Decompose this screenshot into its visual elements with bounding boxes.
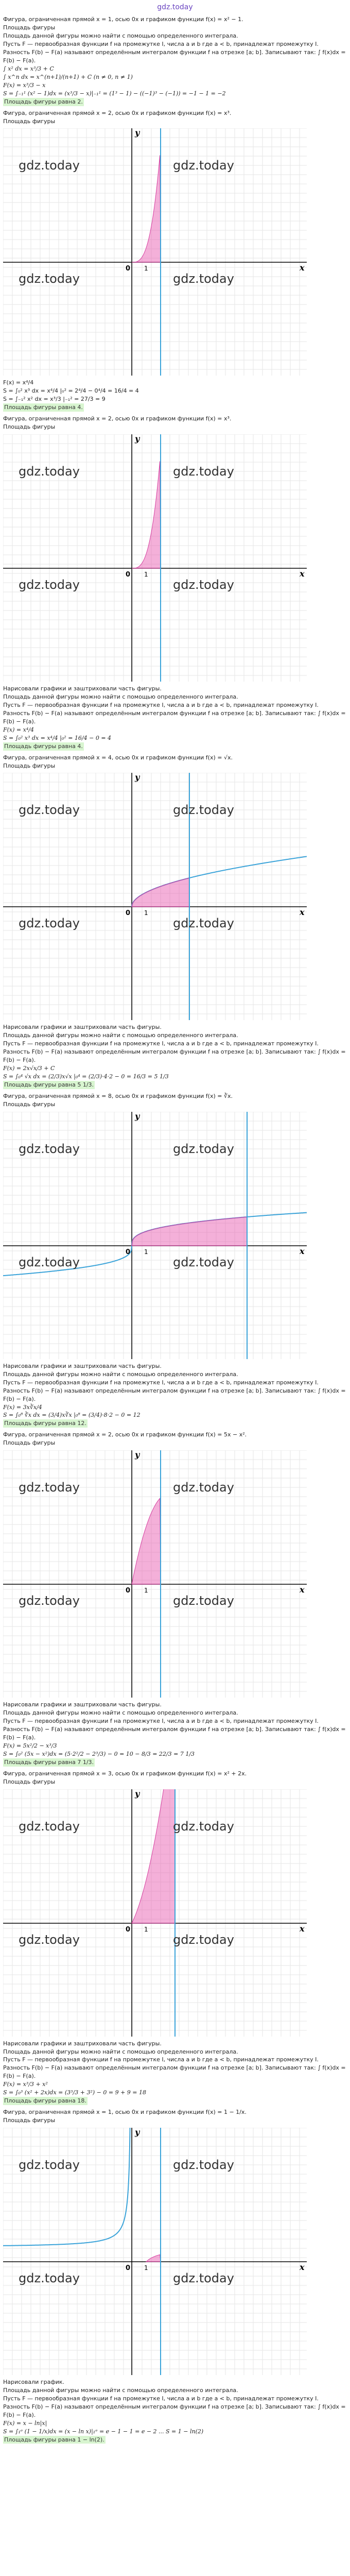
solution-line: ∫ x² dx = x³/3 + C: [3, 65, 54, 72]
watermark: gdz.today: [173, 1141, 234, 1156]
watermark: gdz.today: [19, 1480, 80, 1495]
origin-label: 0: [126, 265, 131, 273]
watermark: gdz.today: [19, 1141, 80, 1156]
shaded-area: [132, 1217, 247, 1246]
x-axis-label: x: [300, 2262, 305, 2272]
solution-section: [0, 15, 350, 109]
watermark: gdz.today: [19, 803, 80, 818]
watermark: gdz.today: [19, 916, 80, 931]
answer-highlight: Площадь фигуры равна 12.: [4, 1420, 86, 1427]
solution-line: Пусть F — первообразная функции f на промежутке I, числа a и b где a < b, принадлежат промежутку I. Разность F(b) − F(a) называют определённым интегралом функции f на отрезке [a; b]. Записывают так: ∫ f(x)dx = F(b) − F(a).: [3, 2056, 346, 2080]
origin-label: 0: [126, 2264, 131, 2272]
solution-line: S = ∫₁ᵉ (1 − 1/x)dx = (x − ln x)|₁ᵉ = e − 1 − 1 = e − 2 ... S = 1 − ln(2): [3, 2428, 204, 2435]
answer-highlight: Площадь фигуры равна 2.: [4, 98, 83, 105]
graph-figure: [3, 128, 307, 376]
graph-svg: [3, 128, 307, 376]
solution-line: Площадь данной фигуры можно найти с помощью определенного интеграла.: [3, 1370, 238, 1378]
solution-section: [0, 1092, 350, 1431]
solution-line: Нарисовали график.: [3, 2378, 65, 2385]
watermark: gdz.today: [19, 1932, 80, 1947]
watermark: gdz.today: [173, 1819, 234, 1834]
solution-section: [0, 1431, 350, 1769]
area-label: Площадь фигуры: [3, 1439, 56, 1447]
task-text: Фигура, ограниченная прямой x = 1, осью 0x и графиком функции f(x) = x² − 1.: [3, 16, 243, 23]
x-axis-label: x: [300, 1585, 305, 1595]
answer-highlight: Площадь фигуры равна 7 1/3.: [4, 1758, 94, 1766]
watermark: gdz.today: [19, 464, 80, 479]
y-axis-label: y: [135, 1111, 140, 1121]
graph-figure: [3, 1789, 307, 2037]
solution-line: S = ∫₀⁴ √x dx = (2/3)x√x |₀⁴ = (2/3)·4·2 − 0 = 16/3 = 5 1/3: [3, 1073, 169, 1080]
graph-figure: [3, 1112, 307, 1359]
y-axis-label: y: [135, 128, 140, 138]
answer-line: [3, 403, 347, 412]
y-axis-label: y: [135, 434, 140, 444]
tick-label: 1: [144, 1248, 148, 1256]
task-text: Фигура, ограниченная прямой x = 8, осью 0x и графиком функции f(x) = ∛x.: [3, 1092, 233, 1099]
solution-line: S = ∫₋₁¹ (x² − 1)dx = (x³/3 − x)|₋₁¹ = (1³ − 1) − ((−1)³ − (−1)) = −1 − 1 = −2: [3, 90, 226, 97]
watermark: gdz.today: [173, 1480, 234, 1495]
graph-svg: [3, 2128, 307, 2375]
site-link[interactable]: gdz.today: [157, 3, 193, 11]
answer-line: [3, 2097, 347, 2105]
answer-highlight: Площадь фигуры равна 1 − ln(2).: [4, 2436, 104, 2443]
graph-svg: [3, 434, 307, 682]
solution-line: Пусть F — первообразная функции f на промежутке I, числа a и b где a < b, принадлежат промежутку I. Разность F(b) − F(a) называют определённым интегралом функции f на отрезке [a; b]. Записывают так: ∫ f(x)dx = F(b) − F(a).: [3, 1718, 346, 1741]
solution-section: [0, 754, 350, 1092]
watermark: gdz.today: [173, 2157, 234, 2172]
area-label: Площадь фигуры: [3, 1100, 56, 1108]
area-label: Площадь фигуры: [3, 1778, 56, 1785]
solution-line: F(x) = x³/3 + x²: [3, 2081, 48, 2088]
answer-line: [3, 98, 347, 106]
y-axis-label: y: [135, 1450, 140, 1460]
solution-line: F(x) = 2x√x/3 + C: [3, 1065, 55, 1072]
area-label: Площадь фигуры: [3, 423, 56, 431]
tick-label: 1: [144, 571, 148, 579]
solution-line: F(x) = x³/3 − x: [3, 81, 46, 89]
solution-line: Площадь данной фигуры можно найти с помощью определенного интеграла.: [3, 32, 238, 40]
solution-line: S = ∫₀² (5x − x²)dx = (5·2²/2 − 2³/3) − 0 = 10 − 8/3 = 22/3 = 7 1/3: [3, 1750, 195, 1757]
solution-line: Нарисовали графики и заштриховали часть фигуры.: [3, 1701, 162, 1708]
solution-line: Площадь данной фигуры можно найти с помощью определенного интеграла.: [3, 693, 238, 701]
origin-label: 0: [126, 1925, 131, 1934]
solution-line: Площадь данной фигуры можно найти с помощью определенного интеграла.: [3, 2048, 238, 2055]
shaded-area: [146, 2255, 161, 2262]
answer-line: [3, 1419, 347, 1428]
area-label: Площадь фигуры: [3, 24, 56, 31]
watermark: gdz.today: [173, 916, 234, 931]
solution-line: S = ∫₀² x³ dx = x⁴/4 |₀² = 16/4 − 0 = 4: [3, 734, 112, 741]
x-axis-label: x: [300, 569, 305, 579]
origin-label: 0: [126, 571, 131, 579]
tick-label: 1: [144, 909, 148, 917]
solution-line: F(x) = x⁴/4: [3, 379, 34, 386]
solution-line: Пусть F — первообразная функции f на промежутке I, числа a и b где a < b, принадлежат промежутку I. Разность F(b) − F(a) называют определённым интегралом функции f на отрезке [a; b]. Записывают так: ∫ f(x)dx = F(b) − F(a).: [3, 2395, 346, 2418]
graph-figure: [3, 434, 307, 682]
solution-line: ∫ x^n dx = x^(n+1)/(n+1) + C (n ≠ 0, n ≠ 1): [3, 73, 133, 80]
answer-line: [3, 1758, 347, 1767]
watermark: gdz.today: [173, 272, 234, 286]
watermark: gdz.today: [19, 1255, 80, 1269]
tick-label: 1: [144, 265, 148, 273]
answer-highlight: Площадь фигуры равна 18.: [4, 2097, 86, 2105]
area-label: Площадь фигуры: [3, 117, 56, 125]
solution-line: F(x) = 5x²/2 − x³/3: [3, 1742, 57, 1749]
solution-line: S = ∫₀³ (x² + 2x)dx = (3³/3 + 3²) − 0 = 9 + 9 = 18: [3, 2089, 147, 2096]
solution-line: Пусть F — первообразная функции f на промежутке I, числа a и b где a < b, принадлежат промежутку I. Разность F(b) − F(a) называют определённым интегралом функции f на отрезке [a; b]. Записывают так: ∫ f(x)dx = F(b) − F(a).: [3, 41, 346, 64]
solution-line: Пусть F — первообразная функции f на промежутке I, числа a и b где a < b, принадлежат промежутку I. Разность F(b) − F(a) называют определённым интегралом функции f на отрезке [a; b]. Записывают так: ∫ f(x)dx = F(b) − F(a).: [3, 1040, 346, 1064]
solution-line: F(x) = x − ln|x|: [3, 2419, 47, 2427]
answer-highlight: Площадь фигуры равна 4.: [4, 404, 83, 411]
solution-line: Площадь данной фигуры можно найти с помощью определенного интеграла.: [3, 2386, 238, 2394]
solution-line: S = ∫₋₁² x² dx = x³/3 |₋₁² = 27/3 = 9: [3, 396, 106, 403]
task-text: Фигура, ограниченная прямой x = 4, осью 0x и графиком функции f(x) = √x.: [3, 754, 233, 761]
shaded-area: [132, 1789, 175, 1923]
solution-section: [0, 2108, 350, 2447]
watermark: gdz.today: [19, 2270, 80, 2285]
tick-label: 1: [144, 2264, 148, 2272]
solution-line: Пусть F — первообразная функции f на промежутке I, числа a и b где a < b, принадлежат промежутку I. Разность F(b) − F(a) называют определённым интегралом функции f на отрезке [a; b]. Записывают так: ∫ f(x)dx = F(b) − F(a).: [3, 1379, 346, 1402]
task-text: Фигура, ограниченная прямой x = 2, осью 0x и графиком функции f(x) = 5x − x².: [3, 1431, 247, 1438]
graph-figure: [3, 773, 307, 1020]
shaded-area: [132, 1499, 161, 1585]
solution-line: Площадь данной фигуры можно найти с помощью определенного интеграла.: [3, 1032, 238, 1039]
answer-highlight: Площадь фигуры равна 4.: [4, 742, 83, 750]
watermark: gdz.today: [173, 1594, 234, 1608]
origin-label: 0: [126, 1248, 131, 1256]
area-label: Площадь фигуры: [3, 2117, 56, 2124]
graph-svg: [3, 1112, 307, 1359]
x-axis-label: x: [300, 1923, 305, 1934]
watermark: gdz.today: [173, 1255, 234, 1269]
task-text: Фигура, ограниченная прямой x = 1, осью 0x и графиком функции f(x) = 1 − 1/x.: [3, 2109, 247, 2116]
solution-line: Площадь данной фигуры можно найти с помощью определенного интеграла.: [3, 1709, 238, 1717]
graph-figure: [3, 1450, 307, 1698]
solution-line: Пусть F — первообразная функции f на промежутке I, числа a и b где a < b, принадлежат промежутку I. Разность F(b) − F(a) называют определённым интегралом функции f на отрезке [a; b]. Записывают так: ∫ f(x)dx = F(b) − F(a).: [3, 701, 346, 725]
y-axis-label: y: [135, 1789, 140, 1799]
solution-line: Нарисовали графики и заштриховали часть фигуры.: [3, 2040, 162, 2047]
graph-figure: [3, 2128, 307, 2375]
watermark: gdz.today: [173, 2270, 234, 2285]
area-label: Площадь фигуры: [3, 762, 56, 769]
watermark: gdz.today: [173, 1932, 234, 1947]
solution-line: S = ∫₀⁸ ∛x dx = (3/4)x∛x |₀⁸ = (3/4)·8·2 − 0 = 12: [3, 1412, 141, 1419]
watermark: gdz.today: [19, 158, 80, 173]
watermark: gdz.today: [173, 158, 234, 173]
tick-label: 1: [144, 1925, 148, 1933]
solution-section: [0, 415, 350, 753]
graph-svg: [3, 1789, 307, 2037]
watermark: gdz.today: [19, 272, 80, 286]
watermark: gdz.today: [19, 578, 80, 592]
solution-line: F(x) = x⁴/4: [3, 726, 34, 733]
shaded-area: [132, 462, 161, 569]
x-axis-label: x: [300, 907, 305, 918]
solution-line: Нарисовали графики и заштриховали часть фигуры.: [3, 1362, 162, 1369]
task-text: Фигура, ограниченная прямой x = 2, осью 0x и графиком функции f(x) = x³.: [3, 109, 232, 116]
solution-section: [0, 1770, 350, 2108]
watermark: gdz.today: [19, 1819, 80, 1834]
watermark: gdz.today: [173, 464, 234, 479]
watermark: gdz.today: [173, 803, 234, 818]
answer-highlight: Площадь фигуры равна 5 1/3.: [4, 1081, 94, 1089]
watermark: gdz.today: [173, 578, 234, 592]
y-axis-label: y: [135, 2127, 140, 2137]
watermark: gdz.today: [19, 1594, 80, 1608]
graph-svg: [3, 773, 307, 1020]
answer-line: [3, 742, 347, 751]
function-curve: [3, 2128, 130, 2246]
origin-label: 0: [126, 909, 131, 918]
x-axis-label: x: [300, 1246, 305, 1256]
solution-section: [0, 109, 350, 415]
solution-line: Нарисовали графики и заштриховали часть фигуры.: [3, 685, 162, 692]
x-axis-label: x: [300, 263, 305, 273]
answer-line: [3, 2436, 347, 2444]
task-text: Фигура, ограниченная прямой x = 2, осью 0x и графиком функции f(x) = x³.: [3, 415, 232, 422]
graph-svg: [3, 1450, 307, 1698]
origin-label: 0: [126, 1587, 131, 1595]
solution-line: F(x) = 3x∛x/4: [3, 1403, 42, 1411]
solution-line: Нарисовали графики и заштриховали часть фигуры.: [3, 1024, 162, 1031]
watermark: gdz.today: [19, 2157, 80, 2172]
tick-label: 1: [144, 1587, 148, 1595]
task-text: Фигура, ограниченная прямой x = 3, осью 0x и графиком функции f(x) = x² + 2x.: [3, 1770, 247, 1777]
section-gap: [3, 2444, 347, 2447]
y-axis-label: y: [135, 773, 140, 783]
shaded-area: [132, 156, 161, 263]
content: [0, 15, 350, 2447]
answer-line: [3, 1081, 347, 1089]
solution-line: S = ∫₀² x³ dx = x⁴/4 |₀² = 2⁴/4 − 0⁴/4 = 16/4 = 4: [3, 387, 139, 395]
